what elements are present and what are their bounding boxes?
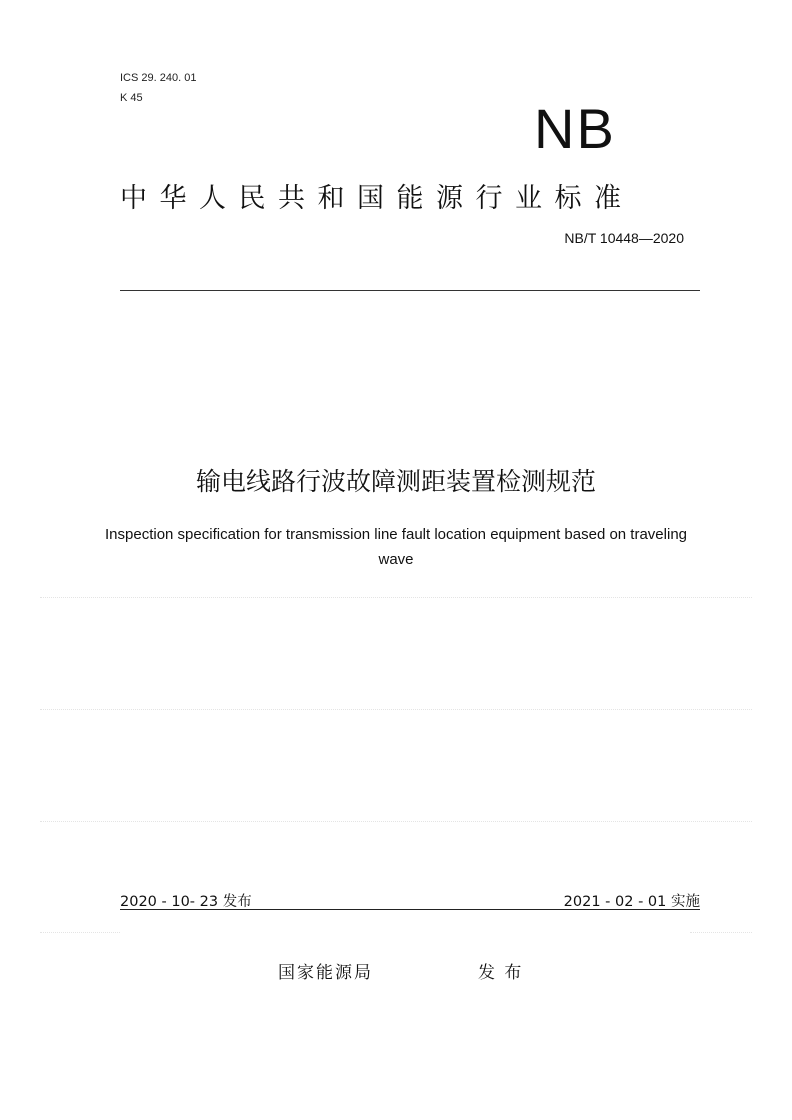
ministry-title: 中华人民共和国能源行业标准 [120,183,634,214]
dotted-divider [690,932,752,933]
title-chinese: 输电线路行波故障测距装置检测规范 [195,467,596,496]
dotted-divider [40,821,752,822]
date-rule [120,909,700,910]
standard-number: NB/T 10448—2020 [564,230,684,246]
publish-date: 2020 - 10- 23 发布 [120,894,252,910]
header-rule [120,290,700,291]
title-english: Inspection specification for transmission line fault location equipment based on traveling wave [105,526,687,568]
dotted-divider [40,932,120,933]
dotted-divider [40,597,752,598]
implement-date: 2021 - 02 - 01 实施 [563,894,700,910]
ics-code: ICS 29. 240. 01 [120,72,197,84]
dotted-divider [40,709,752,710]
issuer-name: 国家能源局 [278,963,373,983]
ccs-code: K 45 [120,92,143,104]
issuer-action: 发 布 [478,963,524,983]
nb-logo: NB [534,97,616,160]
